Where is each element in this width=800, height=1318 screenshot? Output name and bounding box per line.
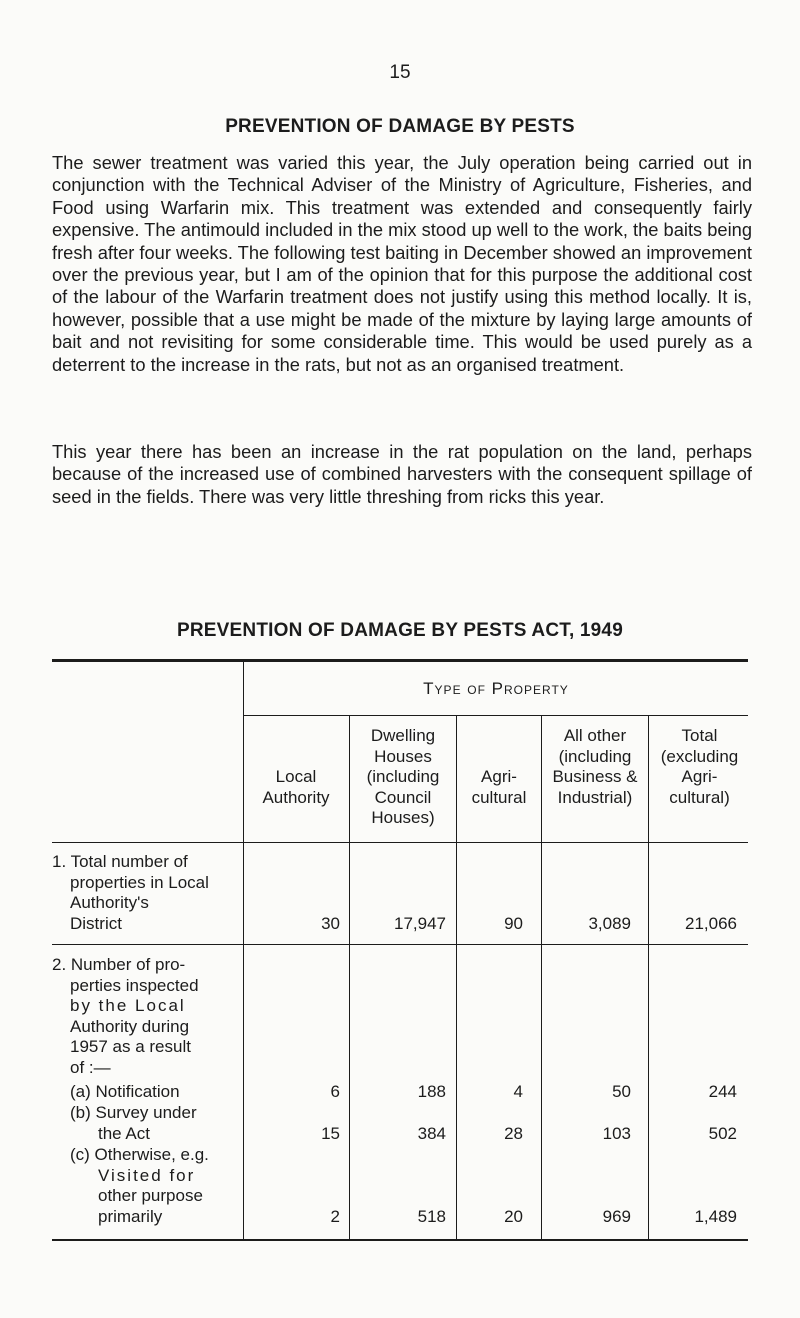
- row-label-line: District: [70, 913, 122, 933]
- row-label-line: the Act: [98, 1123, 150, 1143]
- column-header-dwelling-houses: [352, 726, 454, 829]
- cell-row1-agricultural: 90: [504, 914, 523, 933]
- row-label-line: primarily: [98, 1206, 163, 1226]
- paragraph-rat-population: This year there has been an increase in the rat population on the land, perhaps because of the increased use of combined harvesters with the consequent spillage of seed in the fields. There was very little threshing from ricks this year.: [52, 441, 752, 507]
- column-header-label: Agri- cultural: [471, 767, 527, 807]
- cell-row1-all-other: 3,089: [588, 914, 631, 933]
- cell-notification-all-other: 50: [612, 1082, 631, 1101]
- header-bottom-rule: [52, 842, 748, 843]
- cell-notification-dwelling-houses: 188: [417, 1082, 446, 1101]
- cell-notification-local-authority: 6: [330, 1082, 340, 1101]
- cell-survey-dwelling-houses: 384: [417, 1124, 446, 1143]
- row-label-survey: [52, 1103, 240, 1144]
- row-label-line: (c) Otherwise, e.g.: [70, 1145, 209, 1164]
- row-label-total-properties: [52, 852, 240, 934]
- cell-notification-total: 244: [708, 1082, 737, 1101]
- row-label-line: other purpose: [98, 1186, 203, 1206]
- row-label-line: properties in Local: [70, 872, 209, 892]
- row-label-line: (b) Survey under: [70, 1103, 197, 1122]
- column-divider: [243, 660, 244, 1240]
- column-divider: [648, 715, 649, 1240]
- row-label-notification: (a) Notification: [70, 1082, 180, 1101]
- row-label-line: 1957 as a result: [70, 1037, 191, 1057]
- type-of-property-header: Type of Property: [423, 679, 569, 698]
- row-label-line: Authority during: [70, 1016, 190, 1036]
- cell-otherwise-dwelling-houses: 518: [417, 1207, 446, 1226]
- paragraph-sewer-treatment: The sewer treatment was varied this year, the July operation being carried out in conjunction with the Technical Adviser of the Ministry of Agriculture, Fisheries, and Food using Warfarin mix. This treatment was extended and consequently fairly expensive. The antimould included in the mix stood up well to the work, the baits being fresh after four weeks. The following test baiting in December showed an improvement over the previous year, but I am of the opinion that for this purpose the additional cost of the labour of the Warfarin treatment does not justify using this method locally. It is, however, possible that a use might be made of the mixture by laying large amounts of bait and not revisiting for some considerable time. This would be used purely as a deterrent to the increase in the rats, but not as an organised treatment.: [52, 152, 752, 375]
- column-header-label: All other (including Business & Industrial): [552, 726, 638, 807]
- row-label-otherwise: [52, 1145, 240, 1227]
- column-header-all-other: [544, 726, 646, 808]
- cell-survey-total: 502: [708, 1124, 737, 1143]
- column-divider: [541, 715, 542, 1240]
- row-label-line: perties inspected: [70, 975, 199, 995]
- column-header-total: [651, 726, 748, 808]
- column-header-label: Local Authority: [262, 767, 330, 807]
- cell-otherwise-total: 1,489: [694, 1207, 737, 1226]
- cell-row1-total: 21,066: [685, 914, 737, 933]
- section-title: PREVENTION OF DAMAGE BY PESTS: [225, 116, 575, 137]
- column-header-label: Total (excluding Agri- cultural): [660, 726, 739, 807]
- cell-survey-local-authority: 15: [321, 1124, 340, 1143]
- cell-otherwise-agricultural: 20: [504, 1207, 523, 1226]
- table-bottom-rule: [52, 1239, 748, 1241]
- row-label-line: Authority's: [70, 893, 149, 913]
- table-top-rule: [52, 659, 748, 662]
- page-number: 15: [389, 62, 411, 83]
- cell-otherwise-local-authority: 2: [330, 1207, 340, 1226]
- table-title: PREVENTION OF DAMAGE BY PESTS ACT, 1949: [177, 620, 623, 641]
- column-header-agricultural: [459, 767, 539, 808]
- row-label-properties-inspected: [52, 955, 240, 1079]
- column-divider: [456, 715, 457, 1240]
- cell-row1-local-authority: 30: [321, 914, 340, 933]
- header-divider-rule: [244, 715, 748, 716]
- cell-row1-dwelling-houses: 17,947: [394, 914, 446, 933]
- cell-notification-agricultural: 4: [513, 1082, 523, 1101]
- cell-survey-agricultural: 28: [504, 1124, 523, 1143]
- row-label-line: by the Local: [70, 996, 186, 1016]
- cell-survey-all-other: 103: [602, 1124, 631, 1143]
- column-header-label: Dwelling Houses (including Council Houses): [366, 726, 440, 828]
- row-label-line: Visited for: [98, 1165, 196, 1185]
- row1-bottom-rule: [52, 944, 748, 945]
- row-label-line: 2. Number of pro-: [52, 955, 186, 974]
- row-label-line: of :—: [70, 1057, 111, 1077]
- row-label-line: 1. Total number of: [52, 852, 188, 871]
- column-header-local-authority: [246, 767, 346, 808]
- cell-otherwise-all-other: 969: [602, 1207, 631, 1226]
- column-divider: [349, 715, 350, 1240]
